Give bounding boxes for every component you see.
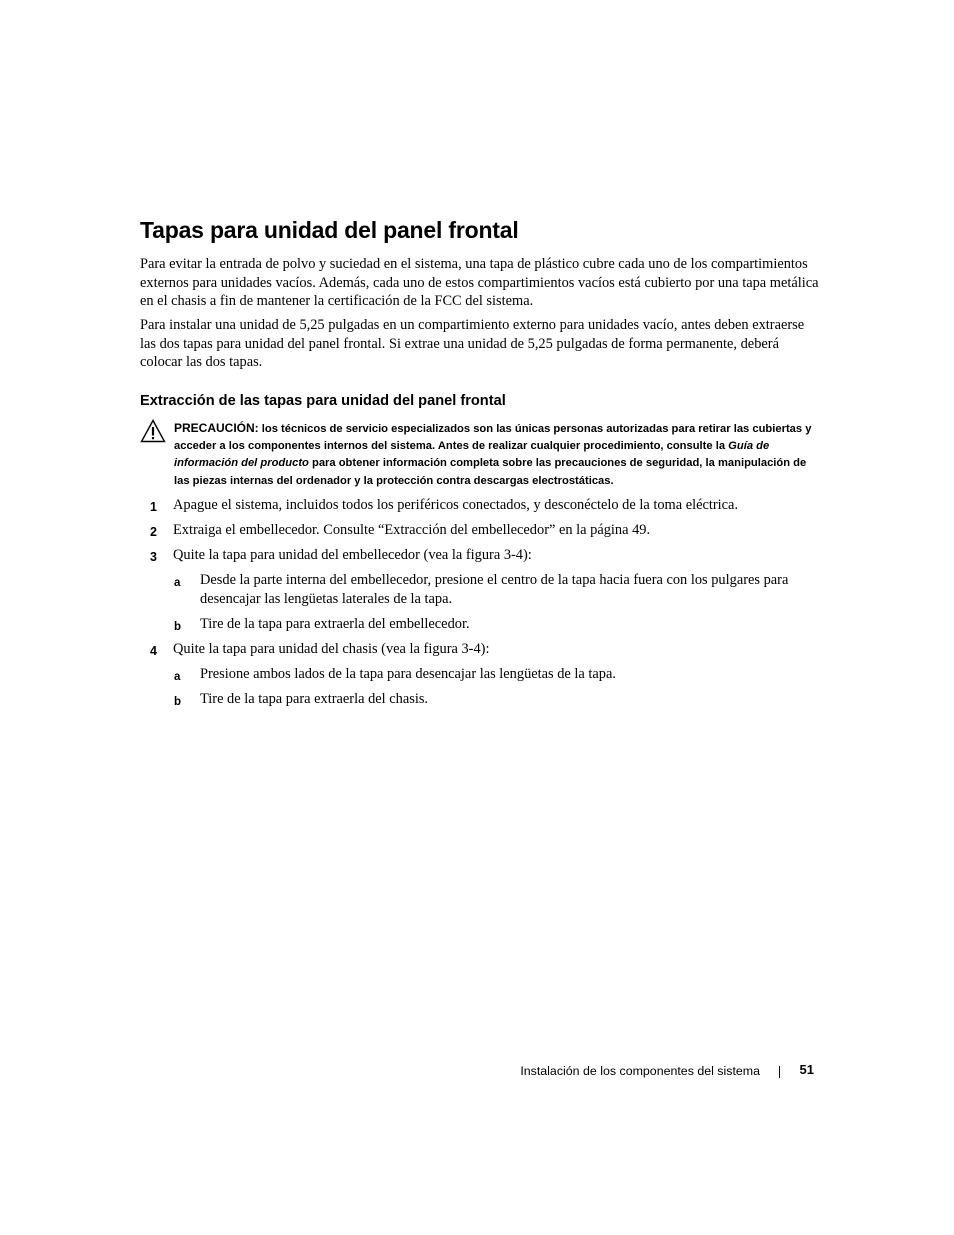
step-number: 2 xyxy=(150,525,157,539)
footer-divider xyxy=(779,1066,780,1078)
page-footer xyxy=(500,1061,814,1081)
substep-letter: b xyxy=(174,621,182,633)
caution-text xyxy=(174,420,824,490)
step-text: Quite la tapa para unidad del embellecedor (vea la figura 3-4): xyxy=(173,547,532,563)
substep-letter: a xyxy=(174,671,181,683)
step-number: 1 xyxy=(150,500,157,514)
caution-label: PRECAUCIÓN: xyxy=(174,421,259,435)
substep-text: Tire de la tapa para extraerla del embellecedor. xyxy=(200,616,470,632)
footer-section-title: Instalación de los componentes del sistema xyxy=(520,1064,760,1078)
substep-letter: a xyxy=(174,577,181,589)
step-text: Extraiga el embellecedor. Consulte “Extracción del embellecedor” en la página 49. xyxy=(173,522,651,538)
step-text: Apague el sistema, incluidos todos los periféricos conectados, y desconéctelo de la toma eléctrica. xyxy=(173,497,739,513)
substep-text: Presione ambos lados de la tapa para desencajar las lengüetas de la tapa. xyxy=(200,666,616,682)
page-title: Tapas para unidad del panel frontal xyxy=(140,217,519,243)
substep-text: Desde la parte interna del embellecedor, presione el centro de la tapa hacia fuera con los pulgares para desencajar las lengüetas laterales de la tapa. xyxy=(200,572,789,607)
substep-text: Tire de la tapa para extraerla del chasis. xyxy=(200,691,429,707)
install-paragraph: Para instalar una unidad de 5,25 pulgadas en un compartimiento externo para unidades vacío, antes deben extraerse las dos tapas para unidad del panel frontal. Si extrae una unidad de 5,25 pulgadas de forma permanente, deberá colocar las dos tapas. xyxy=(140,317,805,371)
caution-body-end: para obtener información completa sobre las precauciones de seguridad, la manipulación de las piezas internas del ordenador y la protección contra descargas electrostáticas. xyxy=(174,457,807,487)
substep-letter: b xyxy=(174,696,182,708)
section-heading: Extracción de las tapas para unidad del panel frontal xyxy=(140,393,506,409)
product-guide-title: Guía de información del producto xyxy=(174,440,770,470)
step-number: 4 xyxy=(150,644,157,658)
step-text: Quite la tapa para unidad del chasis (vea la figura 3-4): xyxy=(173,641,490,657)
warning-triangle-icon xyxy=(140,419,166,443)
intro-paragraph: Para evitar la entrada de polvo y suciedad en el sistema, una tapa de plástico cubre cada uno de los compartimientos externos para unidades vacíos. Además, cada uno de estos compartimientos vacíos está cubierto por una tapa metálica en el chasis a fin de mantener la certificación de la FCC del sistema. xyxy=(140,256,819,310)
caution-body: los técnicos de servicio especializados son las únicas personas autorizadas para retirar las cubiertas y acceder a los componentes internos del sistema. Antes de realizar cualquier procedimiento, consulte la xyxy=(174,423,812,453)
page-number: 51 xyxy=(799,1062,814,1077)
step-number: 3 xyxy=(150,550,157,564)
